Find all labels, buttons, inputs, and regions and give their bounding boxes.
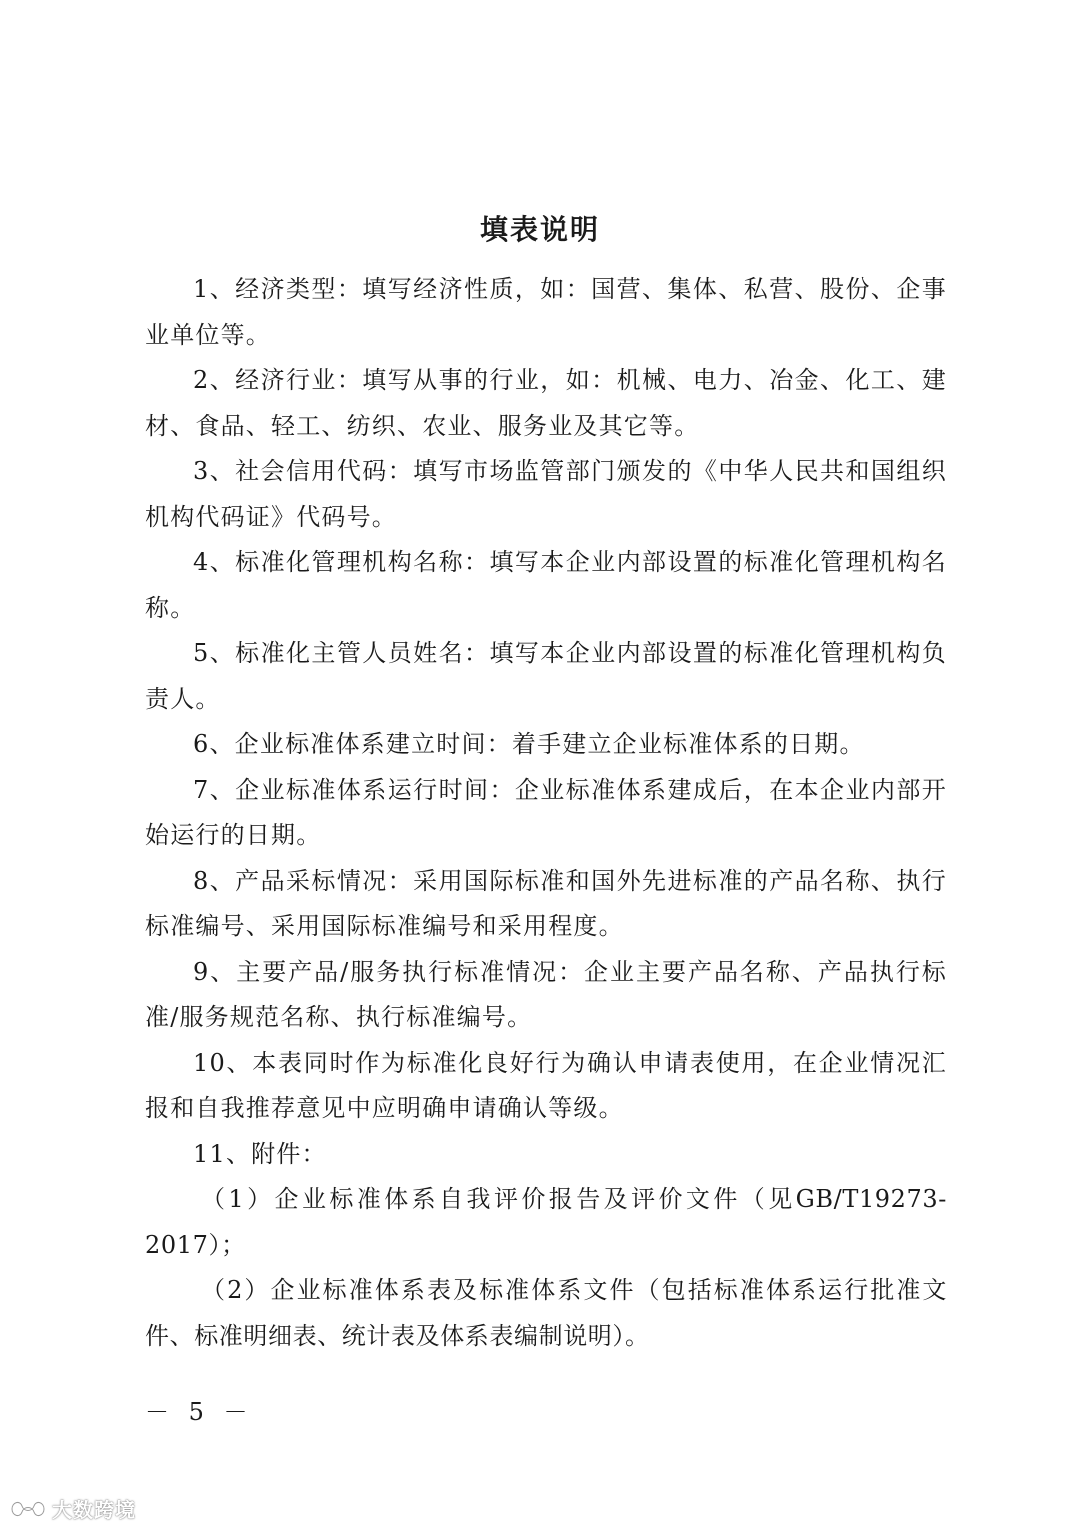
attachment-item: （2）企业标准体系表及标准体系文件（包括标准体系运行批准文件、标准明细表、统计表及体系表编制说明）。: [145, 1276, 947, 1350]
instruction-item: 9、主要产品/服务执行标准情况：企业主要产品名称、产品执行标准/服务规范名称、执行标准编号。: [145, 957, 947, 1031]
page-title: 填表说明: [479, 213, 600, 246]
watermark: [8, 1494, 136, 1523]
instruction-item: 8、产品采标情况：采用国际标准和国外先进标准的产品名称、执行标准编号、采用国际标准编号和采用程度。: [145, 866, 947, 940]
instruction-item: 5、标准化主管人员姓名：填写本企业内部设置的标准化管理机构负责人。: [145, 639, 947, 713]
instruction-item: 7、企业标准体系运行时间：企业标准体系建成后，在本企业内部开始运行的日期。: [145, 775, 947, 849]
instruction-item: 4、标准化管理机构名称：填写本企业内部设置的标准化管理机构名称。: [145, 548, 947, 622]
instruction-item: 3、社会信用代码：填写市场监管部门颁发的《中华人民共和国组织机构代码证》代码号。: [145, 457, 947, 531]
instruction-item: 6、企业标准体系建立时间：着手建立企业标准体系的日期。: [193, 730, 865, 758]
attachment-item: （1）企业标准体系自我评价报告及评价文件（见GB/T19273-2017）；: [145, 1185, 947, 1259]
instructions-body: [145, 267, 947, 1359]
watermark-text: 大数跨境: [52, 1498, 136, 1522]
instruction-item: 1、经济类型：填写经济性质，如：国营、集体、私营、股份、企事业单位等。: [145, 275, 947, 349]
instruction-item: 2、经济行业：填写从事的行业，如：机械、电力、冶金、化工、建材、食品、轻工、纺织、农业、服务业及其它等。: [145, 366, 947, 440]
instruction-item: 11、附件：: [193, 1139, 327, 1168]
instruction-item: 10、本表同时作为标准化良好行为确认申请表使用，在企业情况汇报和自我推荐意见中应明确申请确认等级。: [145, 1048, 947, 1122]
page-number: － 5 －: [145, 1398, 254, 1426]
brand-logo-icon: [8, 1497, 48, 1521]
